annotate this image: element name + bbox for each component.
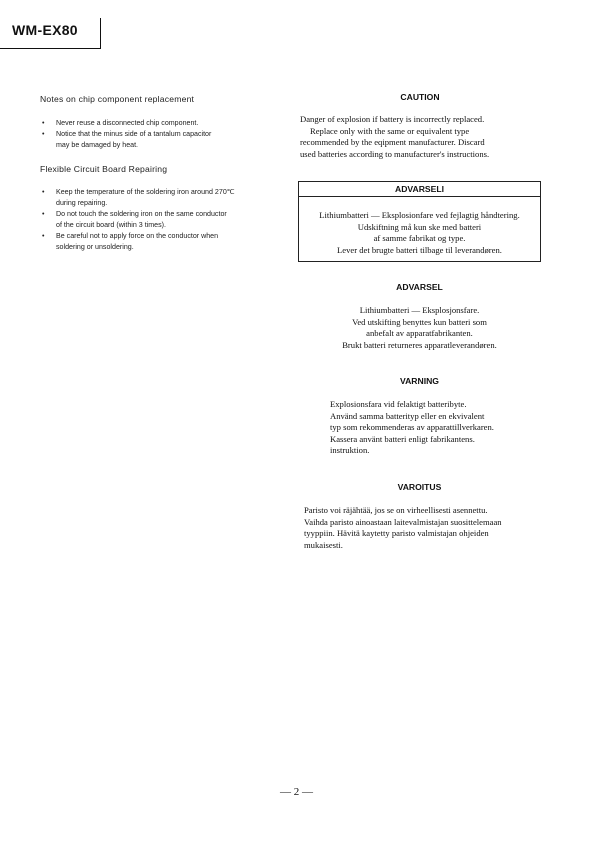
varning-line: Kassera använt batteri enligt fabrikantens. [330,433,475,444]
advarsel-heading: ADVARSEL [396,282,443,292]
bullet-line: of the circuit board (within 3 times). [56,221,166,229]
bullet-line: Never reuse a disconnected chip component. [56,119,199,127]
varoitus-text [304,505,544,551]
chip-replacement-heading: Notes on chip component replacement [40,94,195,104]
fpc-repair-heading: Flexible Circuit Board Repairing [40,164,168,174]
varning-line: Explosionsfara vid felaktigt batteribyte. [330,399,467,409]
bullet-text [56,187,235,209]
varoitus-heading: VAROITUS [397,482,442,492]
advarseli-line: Lithiumbatteri — Eksplosionfare ved fejlagtig håndtering. [319,210,520,220]
caution-line: Danger of explosion if battery is incorrectly replaced. [300,114,485,124]
bullet-dot-icon: • [42,232,45,240]
varoitus-line: Paristo voi räjähtää, jos se on virheellisesti asennettu. [304,505,488,515]
model-title: WM-EX80 [12,22,78,38]
advarseli-line: af samme fabrikat og type. [373,233,466,243]
caution-text [300,114,542,160]
varning-heading: VARNING [400,376,439,386]
bullet-text [56,209,235,231]
advarseli-box-divider [298,196,541,197]
varoitus-line: mukaisesti. [304,539,343,550]
bullet-line: Notice that the minus side of a tantalum capacitor [56,130,212,138]
bullet-line: Do not touch the soldering iron on the same conductor [56,210,227,218]
bullet-dot-icon: • [42,188,45,196]
bullet-line: Keep the temperature of the soldering iron around 270℃ [56,188,235,196]
bullet-item [40,187,235,209]
advarseli-line: Lever det brugte batteri tilbage til leverandøren. [337,244,502,255]
varning-text [330,399,540,457]
caution-line: recommended by the eqipment manufacturer. Discard [300,137,485,147]
bullet-line: during repairing. [56,199,108,207]
bullet-text [56,231,235,253]
bullet-line: Be careful not to apply force on the conductor when [56,232,219,240]
bullet-line: may be damaged by heat. [56,141,139,149]
bullet-dot-icon: • [42,130,45,138]
varning-line: typ som rekommenderas av apparattillverkaren. [330,422,494,432]
advarsel-text [298,305,541,351]
bullet-line: soldering or unsoldering. [56,243,134,251]
bullet-dot-icon: • [42,119,45,127]
chip-replacement-list [40,118,211,151]
caution-line: used batteries according to manufacturer's instructions. [300,148,490,159]
advarsel-line: Lithiumbatteri — Eksplosjonsfare. [359,305,480,315]
advarsel-line: Brukt batteri returneres apparatleverandøren. [342,339,497,350]
varoitus-line: tyyppiin. Hävitä kaytetty paristo valmistajan ohjeiden [304,528,489,538]
advarsel-line: Ved utskifting benyttes kun batteri som [352,316,487,327]
bullet-item [40,231,235,253]
bullet-item [40,129,211,151]
fpc-repair-list [40,187,235,253]
advarsel-line: anbefalt av apparatfabrikanten. [366,328,473,338]
bullet-item [40,209,235,231]
caution-heading: CAUTION [400,92,440,102]
advarseli-text [298,210,541,256]
advarseli-heading: ADVARSELI [394,184,445,194]
varoitus-line: Vaihda paristo ainoastaan laitevalmistajan suosittelemaan [304,516,502,527]
advarseli-line: Udskiftning må kun ske med batteri [357,221,482,232]
bullet-item [40,118,211,129]
bullet-text [56,118,211,129]
varning-line: instruktion. [330,445,370,455]
bullet-dot-icon: • [42,210,45,218]
varning-line: Använd samma batterityp eller en ekvivalent [330,410,485,421]
page-number: — 2 — [280,786,313,798]
bullet-text [56,129,211,151]
caution-line: Replace only with the same or equivalent type [310,125,470,136]
